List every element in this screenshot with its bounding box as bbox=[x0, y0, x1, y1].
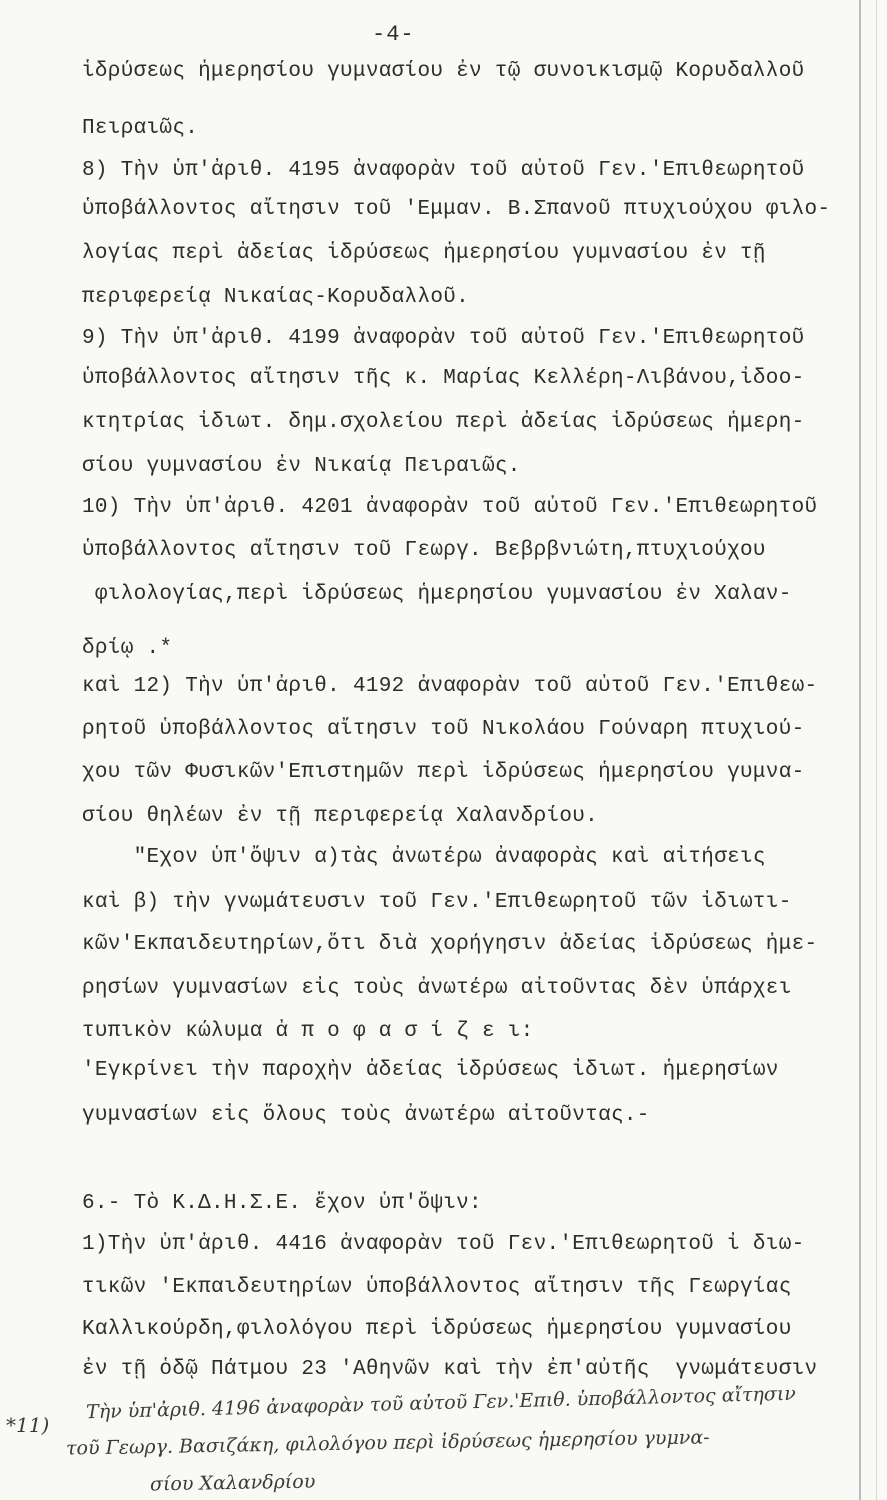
text-line: 'Εγκρίνει τὴν παροχὴν ἀδείας ἱδρύσεως ἰδιωτ. ἡμερησίων bbox=[82, 1059, 779, 1082]
text-line: Καλλικούρδη,φιλολόγου περὶ ἱδρύσεως ἡμερησίου γυμνασίου bbox=[82, 1318, 792, 1341]
page-number: -4- bbox=[372, 22, 415, 47]
text-line: ὑποβάλλοντος αἴτησιν τοῦ 'Εμμαν. Β.Σπανοῦ πτυχιούχου φιλο- bbox=[82, 198, 831, 221]
page-edge bbox=[859, 0, 861, 1500]
text-line: σίου θηλέων ἐν τῇ περιφερείᾳ Χαλανδρίου. bbox=[82, 805, 599, 828]
text-line: ἐν τῇ ὁδῷ Πάτμου 23 'Αθηνῶν καὶ τὴν ἐπ'αὐτῆς γνωμάτευσιν bbox=[82, 1358, 818, 1381]
text-line: καὶ 12) Τὴν ὑπ'ἀριθ. 4192 ἀναφορὰν τοῦ αὐτοῦ Γεν.'Επιθεω- bbox=[82, 675, 818, 698]
page-edge-shadow bbox=[876, 0, 877, 1500]
text-line: ρησίων γυμνασίων εἰς τοὺς ἀνωτέρω αἰτοῦντας δὲν ὑπάρχει bbox=[82, 977, 792, 1000]
text-line: "Εχον ὑπ'ὄψιν α)τὰς ἀνωτέρω ἀναφορὰς καὶ αἰτήσεις bbox=[82, 846, 766, 869]
text-line: 1)Τὴν ὑπ'ἀριθ. 4416 ἀναφορὰν τοῦ Γεν.'Επιθεωρητοῦ ἰ διω- bbox=[82, 1233, 805, 1256]
text-line: καὶ β) τὴν γνωμάτευσιν τοῦ Γεν.'Επιθεωρητοῦ τῶν ἰδιωτι- bbox=[82, 891, 792, 914]
text-line: περιφερείᾳ Νικαίας-Κορυδαλλοῦ. bbox=[82, 286, 470, 309]
text-line: γυμνασίων εἰς ὅλους τοὺς ἀνωτέρω αἰτοῦντας.- bbox=[82, 1104, 650, 1127]
handwritten-note-line: σίου Χαλανδρίου bbox=[149, 1470, 316, 1496]
text-line: ὑποβάλλοντος αἴτησιν τοῦ Γεωργ. Βεβρβνιώτη,πτυχιούχου bbox=[82, 539, 766, 562]
text-line: ἱδρύσεως ἡμερησίου γυμνασίου ἐν τῷ συνοικισμῷ Κορυδαλλοῦ bbox=[82, 60, 805, 83]
text-line: φιλολογίας,περὶ ἱδρύσεως ἡμερησίου γυμνασίου ἐν Χαλαν- bbox=[82, 583, 792, 606]
text-line: κῶν'Εκπαιδευτηρίων,ὅτι διὰ χορήγησιν ἀδείας ἱδρύσεως ἡμε- bbox=[82, 933, 818, 956]
text-line: 8) Τὴν ὑπ'ἀριθ. 4195 ἀναφορὰν τοῦ αὐτοῦ Γεν.'Επιθεωρητοῦ bbox=[82, 159, 805, 182]
text-line: κτητρίας ἰδιωτ. δημ.σχολείου περὶ ἀδείας ἱδρύσεως ἡμερη- bbox=[82, 411, 805, 434]
section-heading: 6.- Τὸ Κ.Δ.Η.Σ.Ε. ἔχον ὑπ'ὄψιν: bbox=[82, 1192, 482, 1215]
text-line: χου τῶν Φυσικῶν'Επιστημῶν περὶ ἱδρύσεως ἡμερησίου γυμνα- bbox=[82, 761, 805, 784]
text-line: Πειραιῶς. bbox=[82, 117, 199, 140]
handwritten-note-marker: *11) bbox=[6, 1413, 50, 1437]
text-line: ὑποβάλλοντος αἴτησιν τῆς κ. Μαρίας Κελλέρη-Λιβάνου,ἰδοο- bbox=[82, 367, 805, 390]
text-line: σίου γυμνασίου ἐν Νικαίᾳ Πειραιῶς. bbox=[82, 455, 521, 478]
text-line: 10) Τὴν ὑπ'ἀριθ. 4201 ἀναφορὰν τοῦ αὐτοῦ Γεν.'Επιθεωρητοῦ bbox=[82, 496, 818, 519]
text-line: λογίας περὶ ἀδείας ἱδρύσεως ἡμερησίου γυμνασίου ἐν τῇ bbox=[82, 242, 766, 265]
handwritten-note-line: τοῦ Γεωργ. Βασιζάκη, φιλολόγου περὶ ἱδρύσεως ἡμερησίου γυμνα- bbox=[65, 1426, 710, 1460]
text-line: ρητοῦ ὑποβάλλοντος αἴτησιν τοῦ Νικολάου Γούναρη πτυχιού- bbox=[82, 718, 805, 741]
text-line: 9) Τὴν ὑπ'ἀριθ. 4199 ἀναφορὰν τοῦ αὐτοῦ Γεν.'Επιθεωρητοῦ bbox=[82, 327, 805, 350]
text-line: τικῶν 'Εκπαιδευτηρίων ὑποβάλλοντος αἴτησιν τῆς Γεωργίας bbox=[82, 1276, 792, 1299]
text-line: δρίῳ .* bbox=[82, 637, 173, 660]
text-line: τυπικὸν κώλυμα ἀ π ο φ α σ ί ζ ε ι: bbox=[82, 1020, 534, 1043]
handwritten-note-line: Τὴν ὑπ'ἀριθ. 4196 ἀναφορὰν τοῦ αὐτοῦ Γεν.'Επιθ. ὑποβάλλοντος αἴτησιν bbox=[85, 1382, 797, 1424]
